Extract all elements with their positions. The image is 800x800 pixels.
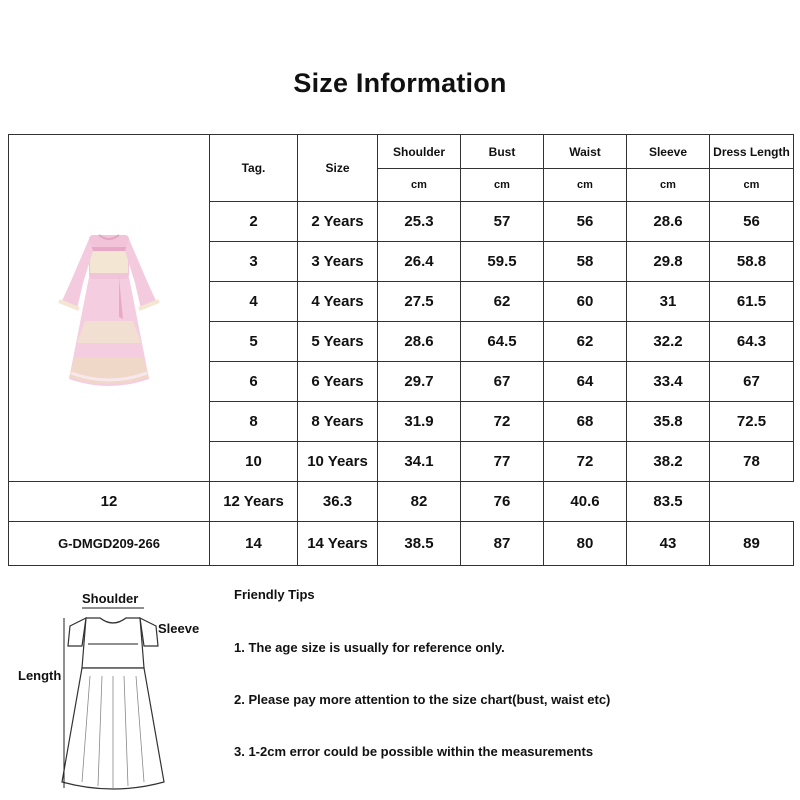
tag-cell: 8 (210, 402, 298, 442)
tag-cell: 14 (210, 522, 298, 566)
shoulder-cell: 31.9 (378, 402, 461, 442)
waist-cell: 58 (544, 242, 627, 282)
dress-length-unit: cm (710, 169, 794, 202)
shoulder-header: Shoulder (378, 135, 461, 169)
header-row (9, 135, 794, 169)
tag-header: Tag. (210, 135, 298, 202)
length-label: Length (18, 668, 62, 683)
dress-length-cell: 72.5 (710, 402, 794, 442)
dress-length-cell: 61.5 (710, 282, 794, 322)
waist-cell: 80 (544, 522, 627, 566)
size-row (9, 482, 794, 522)
tip-item: 1. The age size is usually for reference only. (234, 640, 505, 655)
shoulder-cell: 25.3 (378, 202, 461, 242)
size-row (9, 522, 794, 566)
dress-length-header: Dress Length (710, 135, 794, 169)
size-cell: 5 Years (298, 322, 378, 362)
tag-cell: 5 (210, 322, 298, 362)
shoulder-cell: 29.7 (378, 362, 461, 402)
waist-header: Waist (544, 135, 627, 169)
tag-cell: 4 (210, 282, 298, 322)
shoulder-cell: 36.3 (298, 482, 378, 522)
waist-cell: 62 (544, 322, 627, 362)
waist-cell: 76 (461, 482, 544, 522)
size-cell: 2 Years (298, 202, 378, 242)
sleeve-cell: 33.4 (627, 362, 710, 402)
size-cell: 4 Years (298, 282, 378, 322)
sleeve-cell: 31 (627, 282, 710, 322)
size-table (8, 134, 794, 566)
waist-cell: 56 (544, 202, 627, 242)
dress-length-cell: 83.5 (627, 482, 710, 522)
bust-cell: 57 (461, 202, 544, 242)
size-cell: 6 Years (298, 362, 378, 402)
waist-cell: 68 (544, 402, 627, 442)
tag-cell: 2 (210, 202, 298, 242)
size-cell: 10 Years (298, 442, 378, 482)
bust-cell: 59.5 (461, 242, 544, 282)
tips-heading: Friendly Tips (234, 587, 315, 602)
waist-cell: 72 (544, 442, 627, 482)
dress-length-cell: 64.3 (710, 322, 794, 362)
sleeve-cell: 40.6 (544, 482, 627, 522)
dress-length-cell: 56 (710, 202, 794, 242)
tag-cell: 6 (210, 362, 298, 402)
shoulder-cell: 34.1 (378, 442, 461, 482)
bust-cell: 62 (461, 282, 544, 322)
pink-lace-dress-image (49, 211, 169, 401)
sleeve-header: Sleeve (627, 135, 710, 169)
waist-cell: 64 (544, 362, 627, 402)
shoulder-unit: cm (378, 169, 461, 202)
size-cell: 8 Years (298, 402, 378, 442)
sleeve-cell: 38.2 (627, 442, 710, 482)
shoulder-label: Shoulder (82, 591, 139, 606)
bust-cell: 77 (461, 442, 544, 482)
tag-cell: 3 (210, 242, 298, 282)
shoulder-cell: 27.5 (378, 282, 461, 322)
size-cell: 3 Years (298, 242, 378, 282)
sleeve-unit: cm (627, 169, 710, 202)
waist-cell: 60 (544, 282, 627, 322)
size-header: Size (298, 135, 378, 202)
sleeve-label: Sleeve (158, 621, 200, 636)
dress-length-cell: 89 (710, 522, 794, 566)
sleeve-cell: 35.8 (627, 402, 710, 442)
tip-item: 2. Please pay more attention to the size chart(bust, waist etc) (234, 692, 611, 707)
bust-cell: 64.5 (461, 322, 544, 362)
bust-cell: 67 (461, 362, 544, 402)
shoulder-cell: 26.4 (378, 242, 461, 282)
bust-header: Bust (461, 135, 544, 169)
bottom-section (0, 580, 800, 800)
size-cell: 14 Years (298, 522, 378, 566)
sleeve-cell: 28.6 (627, 202, 710, 242)
sleeve-cell: 43 (627, 522, 710, 566)
tag-cell: 10 (210, 442, 298, 482)
dress-photo-cell (9, 135, 210, 482)
page-title: Size Information (293, 68, 507, 98)
bust-cell: 72 (461, 402, 544, 442)
bust-cell: 82 (378, 482, 461, 522)
bust-unit: cm (461, 169, 544, 202)
waist-unit: cm (544, 169, 627, 202)
size-cell: 12 Years (210, 482, 298, 522)
bust-cell: 87 (461, 522, 544, 566)
sleeve-cell: 29.8 (627, 242, 710, 282)
tip-item: 3. 1-2cm error could be possible within the measurements (234, 744, 594, 759)
model-code: G-DMGD209-266 (9, 522, 210, 566)
tag-cell: 12 (9, 482, 210, 522)
sleeve-cell: 32.2 (627, 322, 710, 362)
shoulder-cell: 28.6 (378, 322, 461, 362)
dress-length-cell: 67 (710, 362, 794, 402)
shoulder-cell: 38.5 (378, 522, 461, 566)
dress-length-cell: 78 (710, 442, 794, 482)
dress-measurement-diagram (60, 606, 170, 798)
dress-length-cell: 58.8 (710, 242, 794, 282)
